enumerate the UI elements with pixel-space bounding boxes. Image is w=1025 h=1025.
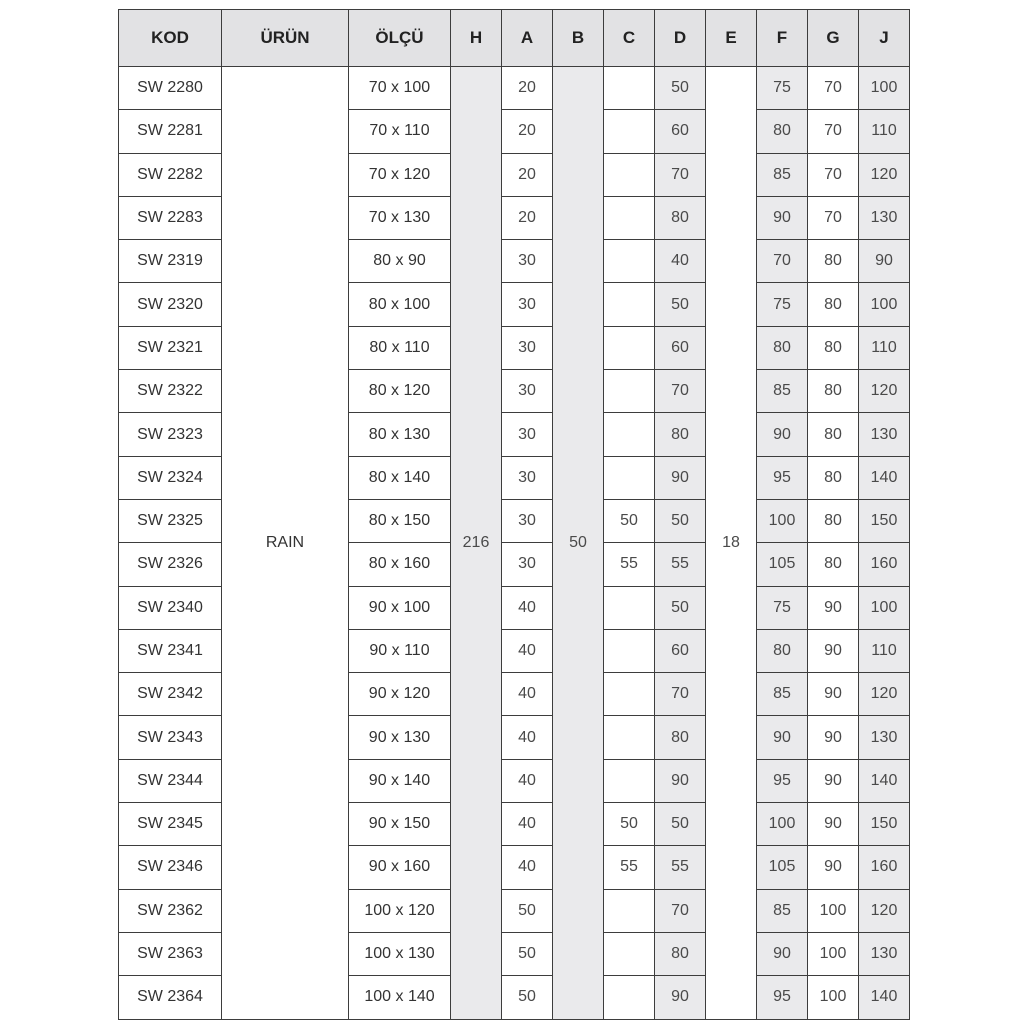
cell-f: 80 (757, 110, 808, 153)
cell-c (604, 110, 655, 153)
cell-d: 60 (655, 110, 706, 153)
cell-olcu: 90 x 160 (349, 846, 451, 889)
cell-d: 50 (655, 499, 706, 542)
cell-olcu: 100 x 130 (349, 932, 451, 975)
cell-f: 85 (757, 673, 808, 716)
cell-kod: SW 2364 (119, 976, 222, 1019)
cell-kod: SW 2341 (119, 629, 222, 672)
cell-g: 70 (808, 196, 859, 239)
header-e: E (706, 10, 757, 67)
cell-a: 30 (502, 499, 553, 542)
cell-olcu: 90 x 110 (349, 629, 451, 672)
header-j: J (859, 10, 910, 67)
cell-c (604, 976, 655, 1019)
cell-j: 130 (859, 716, 910, 759)
cell-olcu: 70 x 120 (349, 153, 451, 196)
cell-g: 80 (808, 499, 859, 542)
cell-c: 55 (604, 543, 655, 586)
cell-d: 70 (655, 370, 706, 413)
cell-d: 80 (655, 413, 706, 456)
cell-j: 150 (859, 499, 910, 542)
cell-kod: SW 2281 (119, 110, 222, 153)
cell-olcu: 100 x 140 (349, 976, 451, 1019)
cell-g: 90 (808, 586, 859, 629)
cell-olcu: 100 x 120 (349, 889, 451, 932)
header-g: G (808, 10, 859, 67)
cell-c (604, 673, 655, 716)
cell-g: 70 (808, 67, 859, 110)
cell-a: 50 (502, 932, 553, 975)
cell-f: 85 (757, 370, 808, 413)
cell-kod: SW 2323 (119, 413, 222, 456)
cell-kod: SW 2283 (119, 196, 222, 239)
cell-d: 50 (655, 67, 706, 110)
cell-d: 55 (655, 846, 706, 889)
cell-b: 50 (553, 67, 604, 1020)
cell-olcu: 90 x 130 (349, 716, 451, 759)
cell-a: 20 (502, 67, 553, 110)
cell-kod: SW 2363 (119, 932, 222, 975)
cell-f: 80 (757, 326, 808, 369)
cell-c (604, 759, 655, 802)
cell-c (604, 456, 655, 499)
cell-g: 90 (808, 629, 859, 672)
cell-h: 216 (451, 67, 502, 1020)
cell-j: 160 (859, 846, 910, 889)
cell-g: 90 (808, 803, 859, 846)
cell-j: 140 (859, 976, 910, 1019)
cell-c (604, 67, 655, 110)
cell-g: 70 (808, 153, 859, 196)
cell-j: 140 (859, 456, 910, 499)
cell-a: 20 (502, 196, 553, 239)
cell-f: 85 (757, 153, 808, 196)
cell-olcu: 80 x 140 (349, 456, 451, 499)
cell-olcu: 80 x 110 (349, 326, 451, 369)
cell-olcu: 80 x 90 (349, 240, 451, 283)
cell-j: 120 (859, 889, 910, 932)
cell-c (604, 283, 655, 326)
cell-kod: SW 2362 (119, 889, 222, 932)
cell-a: 40 (502, 629, 553, 672)
cell-a: 30 (502, 240, 553, 283)
cell-kod: SW 2345 (119, 803, 222, 846)
header-a: A (502, 10, 553, 67)
cell-c (604, 932, 655, 975)
cell-c (604, 370, 655, 413)
cell-j: 90 (859, 240, 910, 283)
cell-kod: SW 2325 (119, 499, 222, 542)
cell-j: 110 (859, 110, 910, 153)
cell-a: 40 (502, 803, 553, 846)
spec-table (118, 9, 910, 1020)
cell-a: 30 (502, 326, 553, 369)
cell-f: 90 (757, 716, 808, 759)
cell-j: 160 (859, 543, 910, 586)
cell-g: 80 (808, 413, 859, 456)
header-f: F (757, 10, 808, 67)
header-urun: ÜRÜN (222, 10, 349, 67)
cell-j: 130 (859, 932, 910, 975)
cell-a: 30 (502, 543, 553, 586)
cell-olcu: 90 x 120 (349, 673, 451, 716)
cell-f: 80 (757, 629, 808, 672)
cell-a: 50 (502, 889, 553, 932)
cell-a: 30 (502, 283, 553, 326)
cell-d: 60 (655, 629, 706, 672)
cell-urun: RAIN (222, 67, 349, 1020)
cell-a: 30 (502, 456, 553, 499)
header-h: H (451, 10, 502, 67)
cell-c (604, 716, 655, 759)
cell-kod: SW 2322 (119, 370, 222, 413)
cell-g: 90 (808, 673, 859, 716)
cell-j: 100 (859, 283, 910, 326)
cell-f: 75 (757, 586, 808, 629)
cell-j: 100 (859, 67, 910, 110)
cell-d: 70 (655, 673, 706, 716)
cell-g: 100 (808, 889, 859, 932)
cell-c (604, 196, 655, 239)
cell-f: 105 (757, 846, 808, 889)
cell-g: 90 (808, 846, 859, 889)
cell-c (604, 326, 655, 369)
cell-d: 40 (655, 240, 706, 283)
header-olcu: ÖLÇÜ (349, 10, 451, 67)
cell-j: 120 (859, 673, 910, 716)
header-kod: KOD (119, 10, 222, 67)
cell-d: 80 (655, 932, 706, 975)
cell-f: 90 (757, 932, 808, 975)
cell-d: 50 (655, 803, 706, 846)
header-b: B (553, 10, 604, 67)
cell-d: 90 (655, 976, 706, 1019)
cell-olcu: 70 x 100 (349, 67, 451, 110)
cell-f: 105 (757, 543, 808, 586)
cell-f: 85 (757, 889, 808, 932)
cell-d: 70 (655, 889, 706, 932)
cell-f: 75 (757, 283, 808, 326)
cell-g: 80 (808, 456, 859, 499)
cell-olcu: 80 x 130 (349, 413, 451, 456)
cell-olcu: 70 x 110 (349, 110, 451, 153)
cell-d: 70 (655, 153, 706, 196)
cell-kod: SW 2342 (119, 673, 222, 716)
cell-kod: SW 2321 (119, 326, 222, 369)
cell-d: 80 (655, 716, 706, 759)
cell-d: 80 (655, 196, 706, 239)
cell-c (604, 629, 655, 672)
cell-a: 30 (502, 413, 553, 456)
table-body (119, 67, 910, 1020)
cell-j: 150 (859, 803, 910, 846)
cell-f: 95 (757, 456, 808, 499)
cell-g: 80 (808, 283, 859, 326)
cell-a: 20 (502, 153, 553, 196)
cell-f: 95 (757, 976, 808, 1019)
cell-a: 40 (502, 716, 553, 759)
cell-d: 50 (655, 586, 706, 629)
cell-kod: SW 2344 (119, 759, 222, 802)
cell-f: 95 (757, 759, 808, 802)
cell-c: 50 (604, 803, 655, 846)
cell-f: 70 (757, 240, 808, 283)
cell-a: 30 (502, 370, 553, 413)
cell-c (604, 240, 655, 283)
cell-g: 100 (808, 976, 859, 1019)
cell-f: 100 (757, 499, 808, 542)
cell-f: 90 (757, 413, 808, 456)
cell-d: 50 (655, 283, 706, 326)
cell-j: 120 (859, 153, 910, 196)
table-row (119, 67, 910, 110)
cell-j: 120 (859, 370, 910, 413)
cell-a: 50 (502, 976, 553, 1019)
cell-e: 18 (706, 67, 757, 1020)
cell-g: 80 (808, 240, 859, 283)
cell-d: 90 (655, 759, 706, 802)
cell-c (604, 889, 655, 932)
cell-j: 110 (859, 629, 910, 672)
cell-olcu: 80 x 120 (349, 370, 451, 413)
spec-table-container (118, 9, 910, 1020)
cell-kod: SW 2280 (119, 67, 222, 110)
cell-olcu: 90 x 100 (349, 586, 451, 629)
cell-olcu: 80 x 100 (349, 283, 451, 326)
cell-f: 90 (757, 196, 808, 239)
cell-j: 130 (859, 196, 910, 239)
cell-j: 100 (859, 586, 910, 629)
cell-olcu: 80 x 150 (349, 499, 451, 542)
cell-kod: SW 2346 (119, 846, 222, 889)
cell-c: 50 (604, 499, 655, 542)
cell-j: 130 (859, 413, 910, 456)
cell-a: 40 (502, 846, 553, 889)
cell-kod: SW 2320 (119, 283, 222, 326)
cell-kod: SW 2326 (119, 543, 222, 586)
cell-c (604, 413, 655, 456)
cell-a: 40 (502, 759, 553, 802)
header-d: D (655, 10, 706, 67)
cell-g: 80 (808, 326, 859, 369)
cell-olcu: 90 x 150 (349, 803, 451, 846)
cell-a: 20 (502, 110, 553, 153)
cell-d: 55 (655, 543, 706, 586)
cell-f: 100 (757, 803, 808, 846)
cell-olcu: 90 x 140 (349, 759, 451, 802)
cell-d: 90 (655, 456, 706, 499)
cell-j: 110 (859, 326, 910, 369)
cell-kod: SW 2282 (119, 153, 222, 196)
cell-a: 40 (502, 673, 553, 716)
cell-c (604, 153, 655, 196)
cell-kod: SW 2324 (119, 456, 222, 499)
cell-kod: SW 2340 (119, 586, 222, 629)
cell-c (604, 586, 655, 629)
header-c: C (604, 10, 655, 67)
cell-g: 80 (808, 543, 859, 586)
cell-olcu: 70 x 130 (349, 196, 451, 239)
cell-f: 75 (757, 67, 808, 110)
cell-c: 55 (604, 846, 655, 889)
cell-a: 40 (502, 586, 553, 629)
cell-g: 70 (808, 110, 859, 153)
cell-g: 100 (808, 932, 859, 975)
header-row (119, 10, 910, 67)
cell-g: 90 (808, 759, 859, 802)
cell-g: 80 (808, 370, 859, 413)
cell-d: 60 (655, 326, 706, 369)
cell-g: 90 (808, 716, 859, 759)
cell-j: 140 (859, 759, 910, 802)
cell-kod: SW 2319 (119, 240, 222, 283)
cell-kod: SW 2343 (119, 716, 222, 759)
cell-olcu: 80 x 160 (349, 543, 451, 586)
